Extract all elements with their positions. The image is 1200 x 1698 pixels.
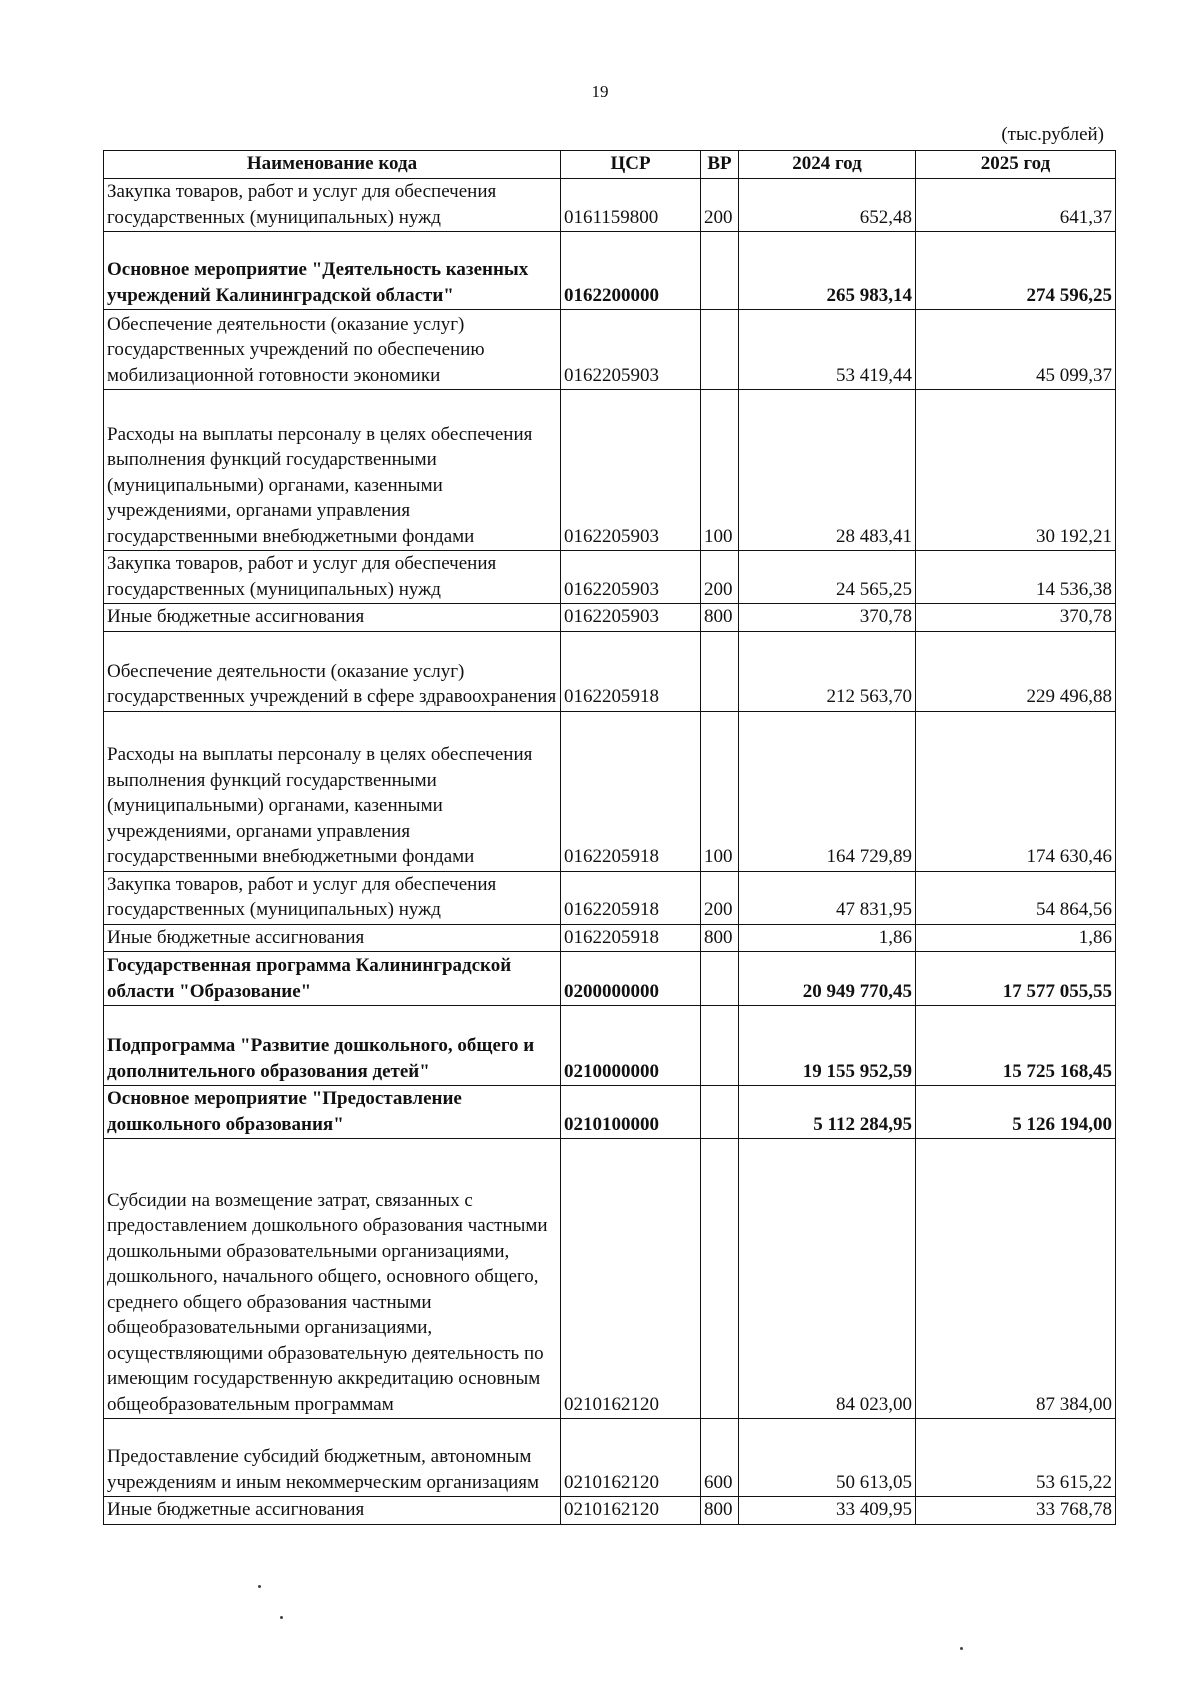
row-2025: 274 596,25 xyxy=(916,232,1116,310)
row-2025: 53 615,22 xyxy=(916,1419,1116,1497)
row-vr xyxy=(701,232,739,310)
row-name: Закупка товаров, работ и услуг для обеспечения государственных (муниципальных) нужд xyxy=(104,179,561,232)
row-csr: 0210100000 xyxy=(561,1086,701,1139)
row-2024: 33 409,95 xyxy=(739,1497,916,1525)
row-2024: 652,48 xyxy=(739,179,916,232)
row-csr: 0162205918 xyxy=(561,631,701,711)
row-2025: 174 630,46 xyxy=(916,711,1116,871)
row-2024: 53 419,44 xyxy=(739,310,916,390)
row-csr: 0200000000 xyxy=(561,952,701,1006)
row-vr xyxy=(701,310,739,390)
row-vr: 200 xyxy=(701,179,739,232)
row-csr: 0162205918 xyxy=(561,924,701,952)
row-2024: 47 831,95 xyxy=(739,871,916,924)
row-2025: 30 192,21 xyxy=(916,390,1116,551)
row-csr: 0161159800 xyxy=(561,179,701,232)
row-csr: 0210162120 xyxy=(561,1139,701,1419)
row-name: Иные бюджетные ассигнования xyxy=(104,1497,561,1525)
row-vr xyxy=(701,952,739,1006)
row-2025: 229 496,88 xyxy=(916,631,1116,711)
table-row xyxy=(104,390,1116,551)
table-row xyxy=(104,310,1116,390)
row-name: Предоставление субсидий бюджетным, автономным учреждениям и иным некоммерческим организациям xyxy=(104,1419,561,1497)
row-2024: 28 483,41 xyxy=(739,390,916,551)
row-vr xyxy=(701,631,739,711)
row-name: Обеспечение деятельности (оказание услуг) государственных учреждений в сфере здравоохранения xyxy=(104,631,561,711)
row-2025: 5 126 194,00 xyxy=(916,1086,1116,1139)
row-csr: 0210000000 xyxy=(561,1006,701,1086)
table-row xyxy=(104,179,1116,232)
row-2025: 17 577 055,55 xyxy=(916,952,1116,1006)
row-vr: 200 xyxy=(701,551,739,604)
row-2025: 87 384,00 xyxy=(916,1139,1116,1419)
table-row xyxy=(104,1497,1116,1525)
table-row xyxy=(104,551,1116,604)
table-row xyxy=(104,1419,1116,1497)
row-vr: 100 xyxy=(701,711,739,871)
budget-table xyxy=(103,150,1116,1525)
row-csr: 0162205918 xyxy=(561,711,701,871)
row-name: Подпрограмма "Развитие дошкольного, общего и дополнительного образования детей" xyxy=(104,1006,561,1086)
row-name: Субсидии на возмещение затрат, связанных с предоставлением дошкольного образования частными дошкольными образовательными организациями, дошкольного, начального общего, основного общего, среднего общего образования частными общеобразовательными организациями, осуществляющими образовательную деятельность по имеющим государственную аккредитацию основным общеобразовательным программам xyxy=(104,1139,561,1419)
table-row xyxy=(104,604,1116,632)
scan-speck xyxy=(258,1585,261,1588)
row-2024: 84 023,00 xyxy=(739,1139,916,1419)
row-2024: 20 949 770,45 xyxy=(739,952,916,1006)
row-2024: 50 613,05 xyxy=(739,1419,916,1497)
row-name: Закупка товаров, работ и услуг для обеспечения государственных (муниципальных) нужд xyxy=(104,551,561,604)
row-vr xyxy=(701,1139,739,1419)
header-csr: ЦСР xyxy=(561,151,701,179)
table-row xyxy=(104,924,1116,952)
row-2024: 5 112 284,95 xyxy=(739,1086,916,1139)
header-2025: 2025 год xyxy=(916,151,1116,179)
row-csr: 0162205903 xyxy=(561,310,701,390)
row-2024: 19 155 952,59 xyxy=(739,1006,916,1086)
table-row xyxy=(104,631,1116,711)
table-row xyxy=(104,1006,1116,1086)
row-2025: 54 864,56 xyxy=(916,871,1116,924)
table-row xyxy=(104,711,1116,871)
row-csr: 0162200000 xyxy=(561,232,701,310)
row-csr: 0210162120 xyxy=(561,1419,701,1497)
row-csr: 0162205918 xyxy=(561,871,701,924)
row-name: Расходы на выплаты персоналу в целях обеспечения выполнения функций государственными (муниципальными) органами, казенными учреждениями, органами управления государственными внебюджетными фондами xyxy=(104,711,561,871)
row-2025: 370,78 xyxy=(916,604,1116,632)
row-2025: 14 536,38 xyxy=(916,551,1116,604)
row-csr: 0162205903 xyxy=(561,551,701,604)
row-name: Обеспечение деятельности (оказание услуг) государственных учреждений по обеспечению мобилизационной готовности экономики xyxy=(104,310,561,390)
row-name: Иные бюджетные ассигнования xyxy=(104,924,561,952)
row-2024: 370,78 xyxy=(739,604,916,632)
row-2025: 33 768,78 xyxy=(916,1497,1116,1525)
row-vr: 800 xyxy=(701,1497,739,1525)
row-vr: 600 xyxy=(701,1419,739,1497)
table-row xyxy=(104,232,1116,310)
row-2025: 1,86 xyxy=(916,924,1116,952)
row-csr: 0162205903 xyxy=(561,390,701,551)
row-vr xyxy=(701,1006,739,1086)
table-header-row xyxy=(104,151,1116,179)
scan-speck xyxy=(960,1647,963,1650)
row-2024: 164 729,89 xyxy=(739,711,916,871)
row-2025: 641,37 xyxy=(916,179,1116,232)
row-vr: 100 xyxy=(701,390,739,551)
table-row xyxy=(104,1086,1116,1139)
row-name: Основное мероприятие "Предоставление дошкольного образования" xyxy=(104,1086,561,1139)
row-2025: 15 725 168,45 xyxy=(916,1006,1116,1086)
row-vr: 200 xyxy=(701,871,739,924)
row-name: Закупка товаров, работ и услуг для обеспечения государственных (муниципальных) нужд xyxy=(104,871,561,924)
table-row xyxy=(104,952,1116,1006)
scan-speck xyxy=(280,1616,283,1619)
header-vr: ВР xyxy=(701,151,739,179)
row-vr: 800 xyxy=(701,604,739,632)
row-2024: 265 983,14 xyxy=(739,232,916,310)
row-2025: 45 099,37 xyxy=(916,310,1116,390)
row-csr: 0210162120 xyxy=(561,1497,701,1525)
row-vr: 800 xyxy=(701,924,739,952)
table-row xyxy=(104,871,1116,924)
row-2024: 212 563,70 xyxy=(739,631,916,711)
header-name: Наименование кода xyxy=(104,151,561,179)
row-csr: 0162205903 xyxy=(561,604,701,632)
units-label: (тыс.рублей) xyxy=(1001,124,1104,145)
row-name: Иные бюджетные ассигнования xyxy=(104,604,561,632)
row-vr xyxy=(701,1086,739,1139)
header-2024: 2024 год xyxy=(739,151,916,179)
row-name: Основное мероприятие "Деятельность казенных учреждений Калининградской области" xyxy=(104,232,561,310)
row-2024: 24 565,25 xyxy=(739,551,916,604)
table-row xyxy=(104,1139,1116,1419)
row-2024: 1,86 xyxy=(739,924,916,952)
page-number: 19 xyxy=(591,82,609,101)
row-name: Расходы на выплаты персоналу в целях обеспечения выполнения функций государственными (муниципальными) органами, казенными учреждениями, органами управления государственными внебюджетными фондами xyxy=(104,390,561,551)
row-name: Государственная программа Калининградской области "Образование" xyxy=(104,952,561,1006)
